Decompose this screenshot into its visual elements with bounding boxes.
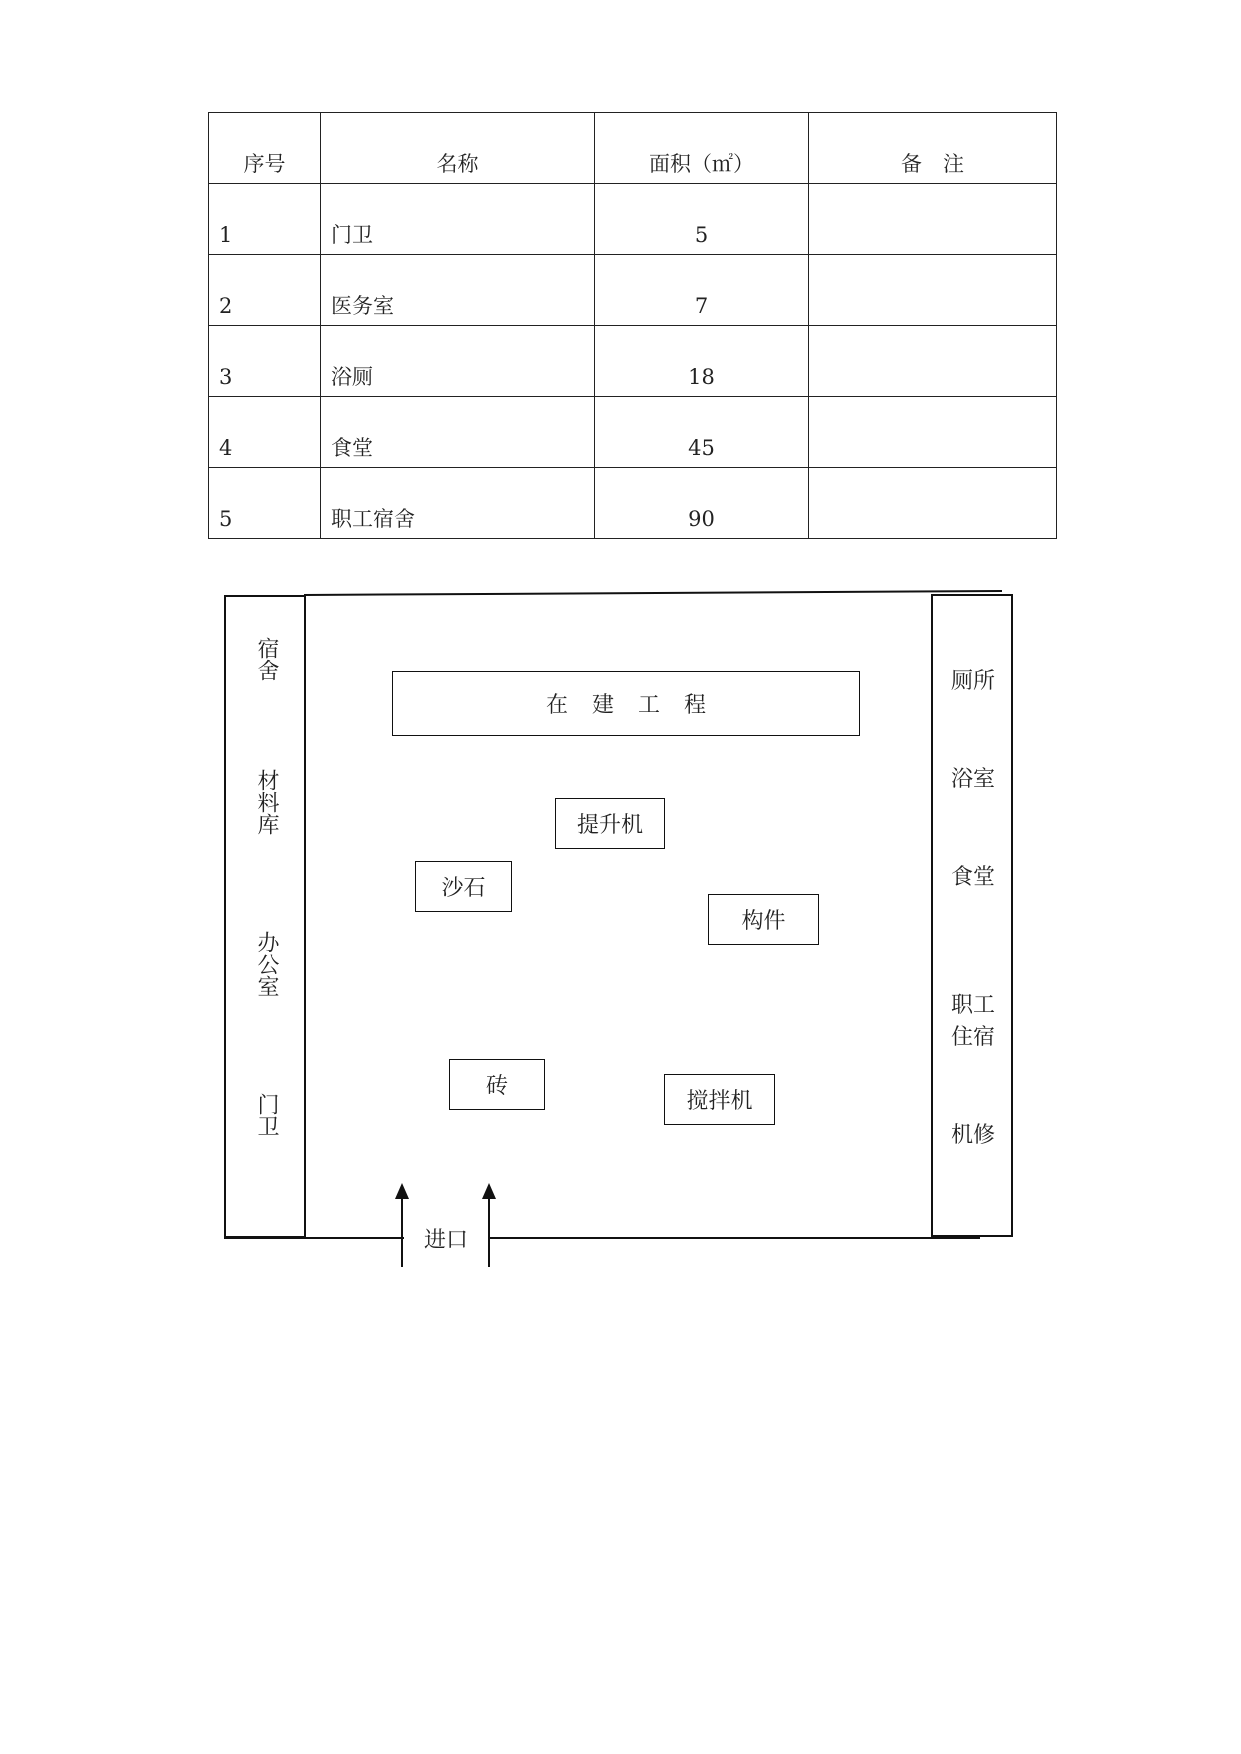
site-top-boundary	[304, 590, 1002, 596]
table-header-row	[209, 113, 1057, 184]
cell-no: 5	[209, 468, 321, 539]
cell-area: 5	[595, 184, 809, 255]
cell-area: 45	[595, 397, 809, 468]
cell-note	[809, 255, 1057, 326]
cell-area: 90	[595, 468, 809, 539]
zone-hoist: 提升机	[555, 798, 665, 849]
table-row	[209, 326, 1057, 397]
zone-sand: 沙石	[415, 861, 512, 912]
left-facilities-strip	[224, 595, 306, 1238]
header-note: 备 注	[809, 113, 1057, 184]
right-facilities-strip	[931, 594, 1013, 1237]
cell-no: 2	[209, 255, 321, 326]
header-name: 名称	[321, 113, 595, 184]
header-area: 面积（㎡）	[595, 113, 809, 184]
label-bathroom: 浴室	[950, 767, 995, 792]
cell-area: 18	[595, 326, 809, 397]
cell-no: 3	[209, 326, 321, 397]
label-entrance: 进口	[420, 1223, 472, 1254]
facility-area-table	[208, 112, 1057, 539]
zone-components: 构件	[708, 894, 819, 945]
label-gatehouse: 门卫	[254, 1093, 279, 1137]
header-no: 序号	[209, 113, 321, 184]
zone-mixer: 搅拌机	[664, 1074, 775, 1125]
cell-name: 医务室	[321, 255, 595, 326]
entrance-arrow-right-icon	[488, 1197, 490, 1267]
cell-name: 浴厕	[321, 326, 595, 397]
zone-building-under-construction: 在建工程	[392, 671, 860, 736]
cell-name: 职工宿舍	[321, 468, 595, 539]
entrance-arrow-left-icon	[401, 1197, 403, 1267]
cell-note	[809, 468, 1057, 539]
cell-no: 4	[209, 397, 321, 468]
cell-note	[809, 397, 1057, 468]
table-row	[209, 397, 1057, 468]
cell-note	[809, 184, 1057, 255]
site-bottom-boundary-right	[490, 1237, 980, 1239]
zone-brick: 砖	[449, 1059, 545, 1110]
cell-name: 门卫	[321, 184, 595, 255]
cell-area: 7	[595, 255, 809, 326]
label-material-store: 材料库	[254, 769, 279, 835]
table-row	[209, 255, 1057, 326]
label-toilet: 厕所	[950, 669, 995, 694]
label-dormitory: 宿舍	[254, 637, 279, 681]
label-staff-housing: 职工住宿	[950, 993, 995, 1050]
label-repair: 机修	[950, 1123, 995, 1148]
label-canteen: 食堂	[950, 865, 995, 890]
cell-name: 食堂	[321, 397, 595, 468]
table-row	[209, 184, 1057, 255]
cell-no: 1	[209, 184, 321, 255]
cell-note	[809, 326, 1057, 397]
table-row	[209, 468, 1057, 539]
label-office: 办公室	[254, 931, 279, 997]
